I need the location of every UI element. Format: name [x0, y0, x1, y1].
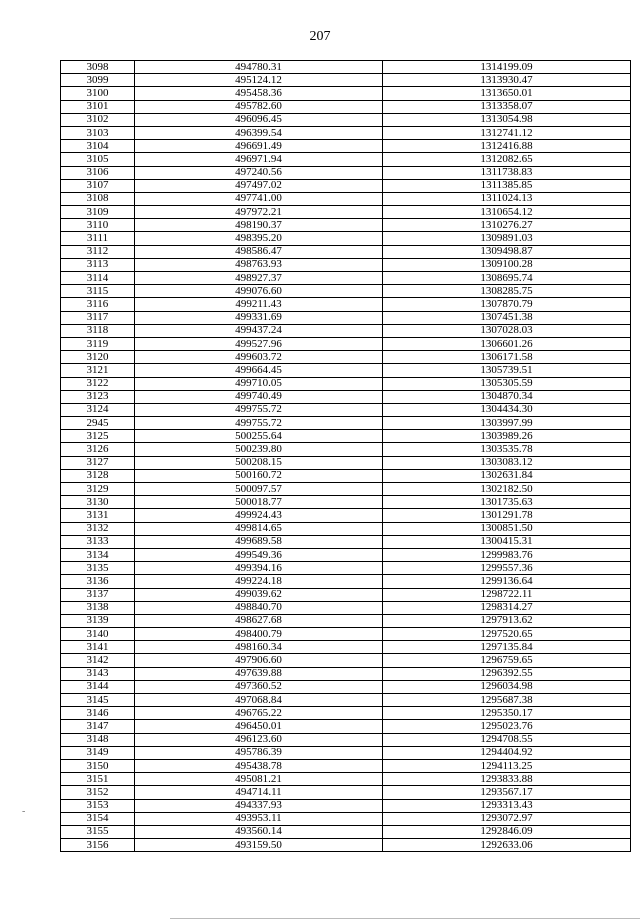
- table-row: [61, 298, 631, 311]
- table-row: [61, 733, 631, 746]
- point-number-cell: 3146: [61, 707, 135, 720]
- x-coordinate-cell: 497240.56: [135, 166, 383, 179]
- x-coordinate-cell: 496096.45: [135, 113, 383, 126]
- x-coordinate-cell: 498840.70: [135, 601, 383, 614]
- y-coordinate-cell: 1292846.09: [383, 825, 631, 838]
- point-number-cell: 3144: [61, 680, 135, 693]
- point-number-cell: 3100: [61, 87, 135, 100]
- y-coordinate-cell: 1311024.13: [383, 192, 631, 205]
- y-coordinate-cell: 1304434.30: [383, 403, 631, 416]
- point-number-cell: 3119: [61, 337, 135, 350]
- x-coordinate-cell: 494337.93: [135, 799, 383, 812]
- x-coordinate-cell: 496450.01: [135, 720, 383, 733]
- x-coordinate-cell: 494714.11: [135, 786, 383, 799]
- y-coordinate-cell: 1293072.97: [383, 812, 631, 825]
- x-coordinate-cell: 499603.72: [135, 351, 383, 364]
- point-number-cell: 3106: [61, 166, 135, 179]
- stray-mark: -: [22, 806, 26, 817]
- y-coordinate-cell: 1314199.09: [383, 61, 631, 74]
- table-row: [61, 113, 631, 126]
- table-row: [61, 272, 631, 285]
- point-number-cell: 3105: [61, 153, 135, 166]
- x-coordinate-cell: 495081.21: [135, 773, 383, 786]
- table-row: [61, 614, 631, 627]
- point-number-cell: 3102: [61, 113, 135, 126]
- y-coordinate-cell: 1303997.99: [383, 417, 631, 430]
- y-coordinate-cell: 1313650.01: [383, 87, 631, 100]
- x-coordinate-cell: 498586.47: [135, 245, 383, 258]
- table-row: [61, 390, 631, 403]
- y-coordinate-cell: 1312082.65: [383, 153, 631, 166]
- point-number-cell: 3121: [61, 364, 135, 377]
- table-row: [61, 746, 631, 759]
- table-row: [61, 417, 631, 430]
- x-coordinate-cell: 500160.72: [135, 469, 383, 482]
- table-row: [61, 364, 631, 377]
- y-coordinate-cell: 1301735.63: [383, 496, 631, 509]
- x-coordinate-cell: 498400.79: [135, 628, 383, 641]
- point-number-cell: 3132: [61, 522, 135, 535]
- y-coordinate-cell: 1313054.98: [383, 113, 631, 126]
- x-coordinate-cell: 499224.18: [135, 575, 383, 588]
- x-coordinate-cell: 500208.15: [135, 456, 383, 469]
- table-row: [61, 192, 631, 205]
- x-coordinate-cell: 499076.60: [135, 285, 383, 298]
- table-row: [61, 153, 631, 166]
- y-coordinate-cell: 1307451.38: [383, 311, 631, 324]
- point-number-cell: 3156: [61, 839, 135, 852]
- point-number-cell: 3113: [61, 258, 135, 271]
- table-row: [61, 337, 631, 350]
- point-number-cell: 3135: [61, 562, 135, 575]
- y-coordinate-cell: 1308285.75: [383, 285, 631, 298]
- y-coordinate-cell: 1307028.03: [383, 324, 631, 337]
- x-coordinate-cell: 498395.20: [135, 232, 383, 245]
- y-coordinate-cell: 1293833.88: [383, 773, 631, 786]
- point-number-cell: 3134: [61, 548, 135, 561]
- y-coordinate-cell: 1311738.83: [383, 166, 631, 179]
- point-number-cell: 3116: [61, 298, 135, 311]
- x-coordinate-cell: 499924.43: [135, 509, 383, 522]
- y-coordinate-cell: 1294113.25: [383, 759, 631, 772]
- x-coordinate-cell: 499664.45: [135, 364, 383, 377]
- y-coordinate-cell: 1296759.65: [383, 654, 631, 667]
- table-row: [61, 799, 631, 812]
- y-coordinate-cell: 1303989.26: [383, 430, 631, 443]
- x-coordinate-cell: 493560.14: [135, 825, 383, 838]
- table-row: [61, 759, 631, 772]
- point-number-cell: 3137: [61, 588, 135, 601]
- table-row: [61, 562, 631, 575]
- table-row: [61, 324, 631, 337]
- point-number-cell: 3098: [61, 61, 135, 74]
- x-coordinate-cell: 498190.37: [135, 219, 383, 232]
- x-coordinate-cell: 496765.22: [135, 707, 383, 720]
- y-coordinate-cell: 1298722.11: [383, 588, 631, 601]
- table-row: [61, 548, 631, 561]
- x-coordinate-cell: 499211.43: [135, 298, 383, 311]
- page-number: 207: [309, 29, 331, 44]
- table-row: [61, 456, 631, 469]
- point-number-cell: 3114: [61, 272, 135, 285]
- y-coordinate-cell: 1307870.79: [383, 298, 631, 311]
- point-number-cell: 3152: [61, 786, 135, 799]
- point-number-cell: 3143: [61, 667, 135, 680]
- table-row: [61, 839, 631, 852]
- table-row: [61, 667, 631, 680]
- x-coordinate-cell: 495782.60: [135, 100, 383, 113]
- x-coordinate-cell: 495786.39: [135, 746, 383, 759]
- point-number-cell: 3099: [61, 74, 135, 87]
- table-row: [61, 496, 631, 509]
- table-row: [61, 87, 631, 100]
- x-coordinate-cell: 499710.05: [135, 377, 383, 390]
- point-number-cell: 3107: [61, 179, 135, 192]
- y-coordinate-cell: 1294708.55: [383, 733, 631, 746]
- y-coordinate-cell: 1298314.27: [383, 601, 631, 614]
- x-coordinate-cell: 499549.36: [135, 548, 383, 561]
- table-row: [61, 351, 631, 364]
- point-number-cell: 3147: [61, 720, 135, 733]
- table-row: [61, 100, 631, 113]
- point-number-cell: 3123: [61, 390, 135, 403]
- table-row: [61, 654, 631, 667]
- point-number-cell: 3122: [61, 377, 135, 390]
- point-number-cell: 3126: [61, 443, 135, 456]
- table-row: [61, 311, 631, 324]
- y-coordinate-cell: 1309100.28: [383, 258, 631, 271]
- y-coordinate-cell: 1295687.38: [383, 694, 631, 707]
- x-coordinate-cell: 500097.57: [135, 483, 383, 496]
- y-coordinate-cell: 1310276.27: [383, 219, 631, 232]
- x-coordinate-cell: 499740.49: [135, 390, 383, 403]
- table-row: [61, 430, 631, 443]
- table-row: [61, 522, 631, 535]
- table-row: [61, 61, 631, 74]
- y-coordinate-cell: 1293313.43: [383, 799, 631, 812]
- table-row: [61, 403, 631, 416]
- point-number-cell: 3117: [61, 311, 135, 324]
- x-coordinate-cell: 499755.72: [135, 417, 383, 430]
- y-coordinate-cell: 1296034.98: [383, 680, 631, 693]
- y-coordinate-cell: 1297520.65: [383, 628, 631, 641]
- y-coordinate-cell: 1310654.12: [383, 206, 631, 219]
- table-row: [61, 707, 631, 720]
- table-row: [61, 509, 631, 522]
- y-coordinate-cell: 1292633.06: [383, 839, 631, 852]
- table-row: [61, 469, 631, 482]
- y-coordinate-cell: 1302182.50: [383, 483, 631, 496]
- x-coordinate-cell: 499394.16: [135, 562, 383, 575]
- table-row: [61, 206, 631, 219]
- x-coordinate-cell: 499331.69: [135, 311, 383, 324]
- x-coordinate-cell: 499527.96: [135, 337, 383, 350]
- table-row: [61, 575, 631, 588]
- point-number-cell: 3125: [61, 430, 135, 443]
- point-number-cell: 3128: [61, 469, 135, 482]
- x-coordinate-cell: 499039.62: [135, 588, 383, 601]
- point-number-cell: 3110: [61, 219, 135, 232]
- point-number-cell: 3103: [61, 126, 135, 139]
- point-number-cell: 3136: [61, 575, 135, 588]
- table-row: [61, 126, 631, 139]
- table-row: [61, 179, 631, 192]
- point-number-cell: 3140: [61, 628, 135, 641]
- point-number-cell: 3145: [61, 694, 135, 707]
- point-number-cell: 2945: [61, 417, 135, 430]
- table-row: [61, 535, 631, 548]
- point-number-cell: 3150: [61, 759, 135, 772]
- table-row: [61, 694, 631, 707]
- point-number-cell: 3155: [61, 825, 135, 838]
- point-number-cell: 3120: [61, 351, 135, 364]
- x-coordinate-cell: 496971.94: [135, 153, 383, 166]
- x-coordinate-cell: 499689.58: [135, 535, 383, 548]
- point-number-cell: 3111: [61, 232, 135, 245]
- y-coordinate-cell: 1295023.76: [383, 720, 631, 733]
- point-number-cell: 3127: [61, 456, 135, 469]
- table-row: [61, 812, 631, 825]
- table-row: [61, 773, 631, 786]
- point-number-cell: 3138: [61, 601, 135, 614]
- point-number-cell: 3151: [61, 773, 135, 786]
- table-row: [61, 786, 631, 799]
- table-row: [61, 140, 631, 153]
- table-row: [61, 443, 631, 456]
- point-number-cell: 3148: [61, 733, 135, 746]
- point-number-cell: 3149: [61, 746, 135, 759]
- table-row: [61, 601, 631, 614]
- table-row: [61, 219, 631, 232]
- x-coordinate-cell: 493953.11: [135, 812, 383, 825]
- x-coordinate-cell: 498160.34: [135, 641, 383, 654]
- x-coordinate-cell: 493159.50: [135, 839, 383, 852]
- x-coordinate-cell: 497906.60: [135, 654, 383, 667]
- x-coordinate-cell: 498927.37: [135, 272, 383, 285]
- y-coordinate-cell: 1299136.64: [383, 575, 631, 588]
- x-coordinate-cell: 497972.21: [135, 206, 383, 219]
- y-coordinate-cell: 1312741.12: [383, 126, 631, 139]
- y-coordinate-cell: 1303083.12: [383, 456, 631, 469]
- point-number-cell: 3104: [61, 140, 135, 153]
- table-row: [61, 377, 631, 390]
- y-coordinate-cell: 1295350.17: [383, 707, 631, 720]
- x-coordinate-cell: 496691.49: [135, 140, 383, 153]
- table-row: [61, 232, 631, 245]
- y-coordinate-cell: 1309498.87: [383, 245, 631, 258]
- y-coordinate-cell: 1301291.78: [383, 509, 631, 522]
- table-row: [61, 483, 631, 496]
- y-coordinate-cell: 1305305.59: [383, 377, 631, 390]
- table-row: [61, 166, 631, 179]
- x-coordinate-cell: 500239.80: [135, 443, 383, 456]
- y-coordinate-cell: 1312416.88: [383, 140, 631, 153]
- y-coordinate-cell: 1297913.62: [383, 614, 631, 627]
- y-coordinate-cell: 1313930.47: [383, 74, 631, 87]
- y-coordinate-cell: 1311385.85: [383, 179, 631, 192]
- table-row: [61, 720, 631, 733]
- point-number-cell: 3109: [61, 206, 135, 219]
- coordinates-table: [60, 60, 631, 852]
- table-row: [61, 680, 631, 693]
- point-number-cell: 3108: [61, 192, 135, 205]
- y-coordinate-cell: 1306171.58: [383, 351, 631, 364]
- point-number-cell: 3154: [61, 812, 135, 825]
- x-coordinate-cell: 496399.54: [135, 126, 383, 139]
- x-coordinate-cell: 497741.00: [135, 192, 383, 205]
- x-coordinate-cell: 499437.24: [135, 324, 383, 337]
- table-row: [61, 74, 631, 87]
- y-coordinate-cell: 1300851.50: [383, 522, 631, 535]
- y-coordinate-cell: 1305739.51: [383, 364, 631, 377]
- table-row: [61, 588, 631, 601]
- y-coordinate-cell: 1299983.76: [383, 548, 631, 561]
- x-coordinate-cell: 499755.72: [135, 403, 383, 416]
- table-row: [61, 258, 631, 271]
- point-number-cell: 3129: [61, 483, 135, 496]
- y-coordinate-cell: 1303535.78: [383, 443, 631, 456]
- y-coordinate-cell: 1293567.17: [383, 786, 631, 799]
- point-number-cell: 3130: [61, 496, 135, 509]
- x-coordinate-cell: 498763.93: [135, 258, 383, 271]
- x-coordinate-cell: 497639.88: [135, 667, 383, 680]
- x-coordinate-cell: 494780.31: [135, 61, 383, 74]
- table-row: [61, 245, 631, 258]
- y-coordinate-cell: 1297135.84: [383, 641, 631, 654]
- point-number-cell: 3153: [61, 799, 135, 812]
- point-number-cell: 3115: [61, 285, 135, 298]
- y-coordinate-cell: 1299557.36: [383, 562, 631, 575]
- y-coordinate-cell: 1300415.31: [383, 535, 631, 548]
- y-coordinate-cell: 1302631.84: [383, 469, 631, 482]
- y-coordinate-cell: 1308695.74: [383, 272, 631, 285]
- point-number-cell: 3133: [61, 535, 135, 548]
- x-coordinate-cell: 495124.12: [135, 74, 383, 87]
- point-number-cell: 3112: [61, 245, 135, 258]
- bottom-rule: [170, 918, 640, 919]
- x-coordinate-cell: 497497.02: [135, 179, 383, 192]
- y-coordinate-cell: 1306601.26: [383, 337, 631, 350]
- table-row: [61, 825, 631, 838]
- point-number-cell: 3131: [61, 509, 135, 522]
- x-coordinate-cell: 495458.36: [135, 87, 383, 100]
- y-coordinate-cell: 1296392.55: [383, 667, 631, 680]
- x-coordinate-cell: 500018.77: [135, 496, 383, 509]
- point-number-cell: 3118: [61, 324, 135, 337]
- point-number-cell: 3141: [61, 641, 135, 654]
- point-number-cell: 3142: [61, 654, 135, 667]
- x-coordinate-cell: 498627.68: [135, 614, 383, 627]
- y-coordinate-cell: 1313358.07: [383, 100, 631, 113]
- y-coordinate-cell: 1294404.92: [383, 746, 631, 759]
- x-coordinate-cell: 499814.65: [135, 522, 383, 535]
- y-coordinate-cell: 1309891.03: [383, 232, 631, 245]
- x-coordinate-cell: 500255.64: [135, 430, 383, 443]
- point-number-cell: 3101: [61, 100, 135, 113]
- x-coordinate-cell: 497068.84: [135, 694, 383, 707]
- table-row: [61, 285, 631, 298]
- point-number-cell: 3124: [61, 403, 135, 416]
- x-coordinate-cell: 497360.52: [135, 680, 383, 693]
- table-row: [61, 628, 631, 641]
- table-row: [61, 641, 631, 654]
- y-coordinate-cell: 1304870.34: [383, 390, 631, 403]
- x-coordinate-cell: 496123.60: [135, 733, 383, 746]
- x-coordinate-cell: 495438.78: [135, 759, 383, 772]
- coordinates-table-body: [61, 61, 631, 852]
- point-number-cell: 3139: [61, 614, 135, 627]
